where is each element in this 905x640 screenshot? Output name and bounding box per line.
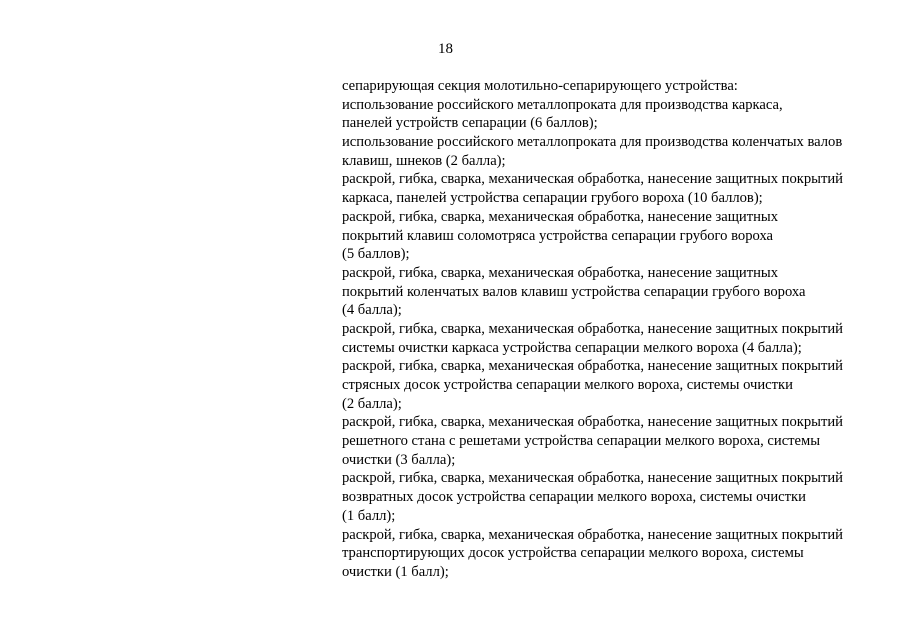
text-line: раскрой, гибка, сварка, механическая обработка, нанесение защитных [342, 264, 779, 281]
document-body [342, 77, 882, 582]
page-number: 18 [438, 41, 453, 57]
text-line: использование российского металлопроката для производства коленчатых валов [342, 134, 843, 151]
text-line: очистки (1 балл); [342, 563, 449, 580]
text-line: раскрой, гибка, сварка, механическая обработка, нанесение защитных покрытий [342, 526, 843, 543]
text-line: сепарирующая секция молотильно-сепарирующего устройства: [342, 78, 738, 94]
text-line: каркаса, панелей устройства сепарации грубого вороха (10 баллов); [342, 190, 763, 207]
text-line: покрытий коленчатых валов клавиш устройства сепарации грубого вороха [342, 283, 806, 300]
text-line: раскрой, гибка, сварка, механическая обработка, нанесение защитных покрытий [342, 470, 843, 487]
text-line: возвратных досок устройства сепарации мелкого вороха, системы очистки [342, 489, 806, 506]
text-line: покрытий клавиш соломотряса устройства сепарации грубого вороха [342, 227, 774, 244]
text-line: (4 балла); [342, 302, 402, 319]
text-line: раскрой, гибка, сварка, механическая обработка, нанесение защитных покрытий [342, 171, 843, 188]
text-line: использование российского металлопроката для производства каркаса, [342, 96, 783, 113]
text-line: клавиш, шнеков (2 балла); [342, 152, 506, 169]
text-line: очистки (3 балла); [342, 451, 456, 468]
text-line: стрясных досок устройства сепарации мелкого вороха, системы очистки [342, 377, 793, 393]
text-line: (1 балл); [342, 507, 396, 524]
text-line: системы очистки каркаса устройства сепарации мелкого вороха (4 балла); [342, 339, 802, 356]
text-line: раскрой, гибка, сварка, механическая обработка, нанесение защитных покрытий [342, 414, 843, 431]
text-line: раскрой, гибка, сварка, механическая обработка, нанесение защитных [342, 208, 779, 225]
text-line: панелей устройств сепарации (6 баллов); [342, 115, 598, 132]
text-line: раскрой, гибка, сварка, механическая обработка, нанесение защитных покрытий [342, 358, 843, 375]
text-line: решетного стана с решетами устройства сепарации мелкого вороха, системы [342, 433, 821, 450]
text-line: раскрой, гибка, сварка, механическая обработка, нанесение защитных покрытий [342, 320, 843, 337]
text-line: (2 балла); [342, 395, 402, 412]
text-line: транспортирующих досок устройства сепарации мелкого вороха, системы [342, 545, 804, 562]
text-line: (5 баллов); [342, 246, 410, 263]
